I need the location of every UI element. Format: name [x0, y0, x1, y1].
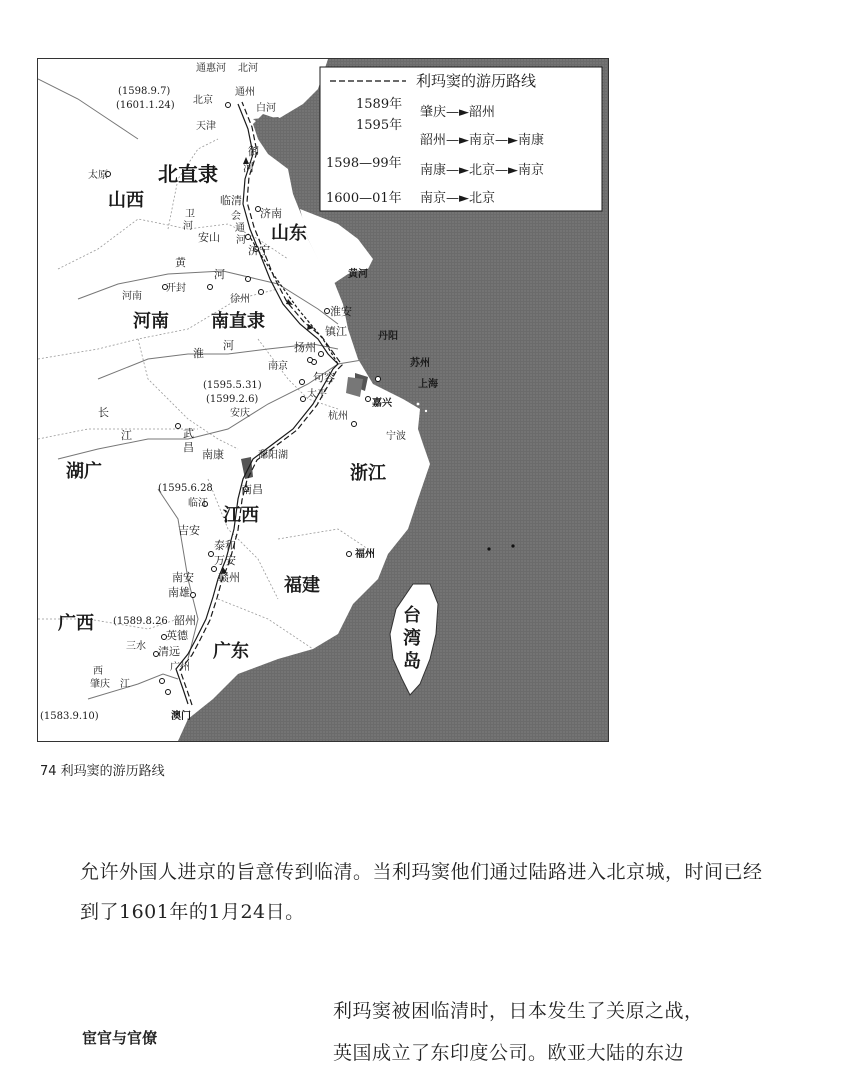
label-fuzhou: 福州 [355, 549, 375, 560]
label-kaifeng: 开封 [166, 283, 186, 294]
label-linqing: 临清 [220, 194, 242, 207]
taiwan-label-3: 岛 [403, 651, 421, 672]
label-nanjing-date1: (1595.5.31) [203, 380, 262, 391]
label-wuchang-2: 昌 [183, 441, 194, 454]
label-tonghuihe: 通惠河 [196, 63, 226, 74]
legend-route-1: 肇庆—►韶州 [420, 105, 495, 120]
label-baihe: 白河 [256, 103, 276, 114]
label-henan-city: 河南 [122, 291, 142, 302]
paragraph-2-line-2: 英国成立了东印度公司。欧亚大陆的东边 [333, 1042, 685, 1064]
body-paragraph-1: 允许外国人进京的旨意传到临清。当利玛窦他们通过陆路进入北京城，时间已经到了1601年的1月24日。 [80, 861, 763, 923]
label-shaozhou: 韶州 [174, 614, 196, 627]
province-shanxi: 山西 [108, 190, 144, 211]
label-wuchang-1: 武 [183, 427, 194, 440]
province-huguang: 湖广 [66, 461, 102, 482]
label-changjiang-2: 江 [121, 429, 132, 442]
label-nanjing-date2: (1599.2.6) [206, 394, 259, 405]
province-beizhili: 北直隶 [158, 162, 218, 186]
label-taiping: 太平 [307, 389, 327, 400]
label-danyang: 丹阳 [378, 331, 398, 342]
label-jinan: 济南 [260, 207, 282, 220]
label-huaian: 淮安 [330, 305, 352, 318]
label-yingde: 英德 [166, 629, 188, 642]
label-beijing: 北京 [193, 95, 213, 106]
label-sanshui: 三水 [126, 641, 146, 652]
label-nanjing: 南京 [268, 361, 288, 372]
label-weihe-2: 河 [183, 221, 193, 232]
label-jining: 济宁 [248, 244, 270, 257]
label-nanxiong: 南雄 [168, 586, 190, 599]
label-hangzhou: 杭州 [328, 411, 348, 422]
label-yuhe-2: 河 [243, 161, 254, 174]
label-shanghai: 上海 [418, 379, 438, 390]
label-taiyuan: 太原 [88, 170, 108, 181]
label-tongzhou: 通州 [235, 87, 255, 98]
label-huanghe-sea: 黄河 [348, 269, 368, 280]
section-heading: 宦官与官僚 [82, 1029, 158, 1047]
label-weihe-1: 卫 [185, 209, 195, 220]
label-huitong-3: 河 [236, 235, 246, 246]
label-ningbo: 宁波 [386, 431, 406, 442]
route-map [37, 58, 609, 742]
legend-year-1: 1589年 [356, 97, 403, 112]
province-henan: 河南 [133, 311, 169, 332]
province-shandong: 山东 [271, 223, 307, 244]
label-wanan: 万安 [214, 554, 236, 567]
label-aomen: 澳门 [171, 711, 191, 722]
label-beihe: 北河 [238, 63, 258, 74]
taiwan-label-2: 湾 [403, 628, 421, 649]
label-shaozhou-date: (1589.8.26 [113, 616, 168, 627]
label-yuhe-1: 御 [248, 145, 259, 158]
legend-route-2: 韶州—►南京—►南康 [420, 133, 544, 148]
label-zhenjiang: 镇江 [325, 325, 347, 338]
paragraph-2-line-1: 利玛窦被困临清时，日本发生了关原之战， [333, 1000, 704, 1022]
legend-year-4: 1600—01年 [326, 191, 402, 206]
map-canvas [38, 59, 608, 741]
label-changjiang-1: 长 [98, 406, 109, 419]
body-paragraph-2 [333, 990, 803, 1074]
label-beijing-date2: (1601.1.24) [116, 100, 175, 111]
label-yangzhou: 扬州 [294, 341, 316, 354]
legend-year-3: 1598—99年 [326, 156, 402, 171]
label-jiaxing: 嘉兴 [372, 398, 392, 409]
label-huanghe-a: 黄 [175, 256, 186, 269]
label-nanan: 南安 [172, 571, 194, 584]
legend-title: 利玛窦的游历路线 [416, 72, 537, 90]
label-huitong-1: 会 [231, 211, 241, 222]
province-jiangxi: 江西 [223, 505, 259, 526]
poyang-lake [241, 457, 253, 479]
label-zhaoqing-date: (1583.9.10) [40, 711, 99, 722]
legend [320, 67, 602, 211]
province-nanzhili: 南直隶 [211, 311, 265, 332]
label-suzhou: 苏州 [410, 358, 430, 369]
label-xuzhou: 徐州 [230, 294, 250, 305]
legend-route-3: 南康—►北京—►南京 [420, 163, 544, 178]
label-xijiang: 西 [93, 666, 103, 677]
legend-route-4: 南京—►北京 [420, 191, 495, 206]
label-zhaoqing: 肇庆 [90, 679, 110, 690]
label-jurong: 句容 [313, 371, 335, 384]
label-jiang-c: 江 [120, 679, 130, 690]
legend-year-2: 1595年 [356, 118, 403, 133]
label-jian: 吉安 [178, 524, 200, 537]
label-qingyuan: 清远 [158, 645, 180, 658]
province-guangdong: 广东 [213, 641, 249, 662]
label-beijing-date1: (1598.9.7) [118, 86, 171, 97]
label-nanchang: 南昌 [241, 483, 263, 496]
figure-caption: 74 利玛窦的游历路线 [40, 764, 165, 779]
taiwan-label-1: 台 [403, 605, 421, 626]
label-linjiang: 临江 [188, 498, 208, 509]
label-poyanghu: 鄱阳湖 [258, 450, 288, 461]
label-anshan: 安山 [198, 231, 220, 244]
label-huitong-2: 通 [235, 223, 245, 234]
label-nanchang-date: (1595.6.28 [158, 483, 213, 494]
province-fujian: 福建 [284, 575, 320, 596]
shanghai-lake [346, 377, 363, 397]
label-huanghe-b: 河 [214, 268, 225, 281]
label-huaihe-1: 淮 [193, 347, 204, 360]
label-huaihe-2: 河 [223, 339, 234, 352]
province-zhejiang: 浙江 [350, 463, 386, 484]
label-ganzhou: 赣州 [218, 571, 240, 584]
label-guangzhou: 广州 [170, 662, 190, 673]
label-nankang: 南康 [202, 448, 224, 461]
province-guangxi: 广西 [58, 613, 94, 634]
label-anqing: 安庆 [230, 408, 250, 419]
label-tianjin: 天津 [196, 121, 216, 132]
label-taihe: 泰和 [214, 539, 236, 552]
